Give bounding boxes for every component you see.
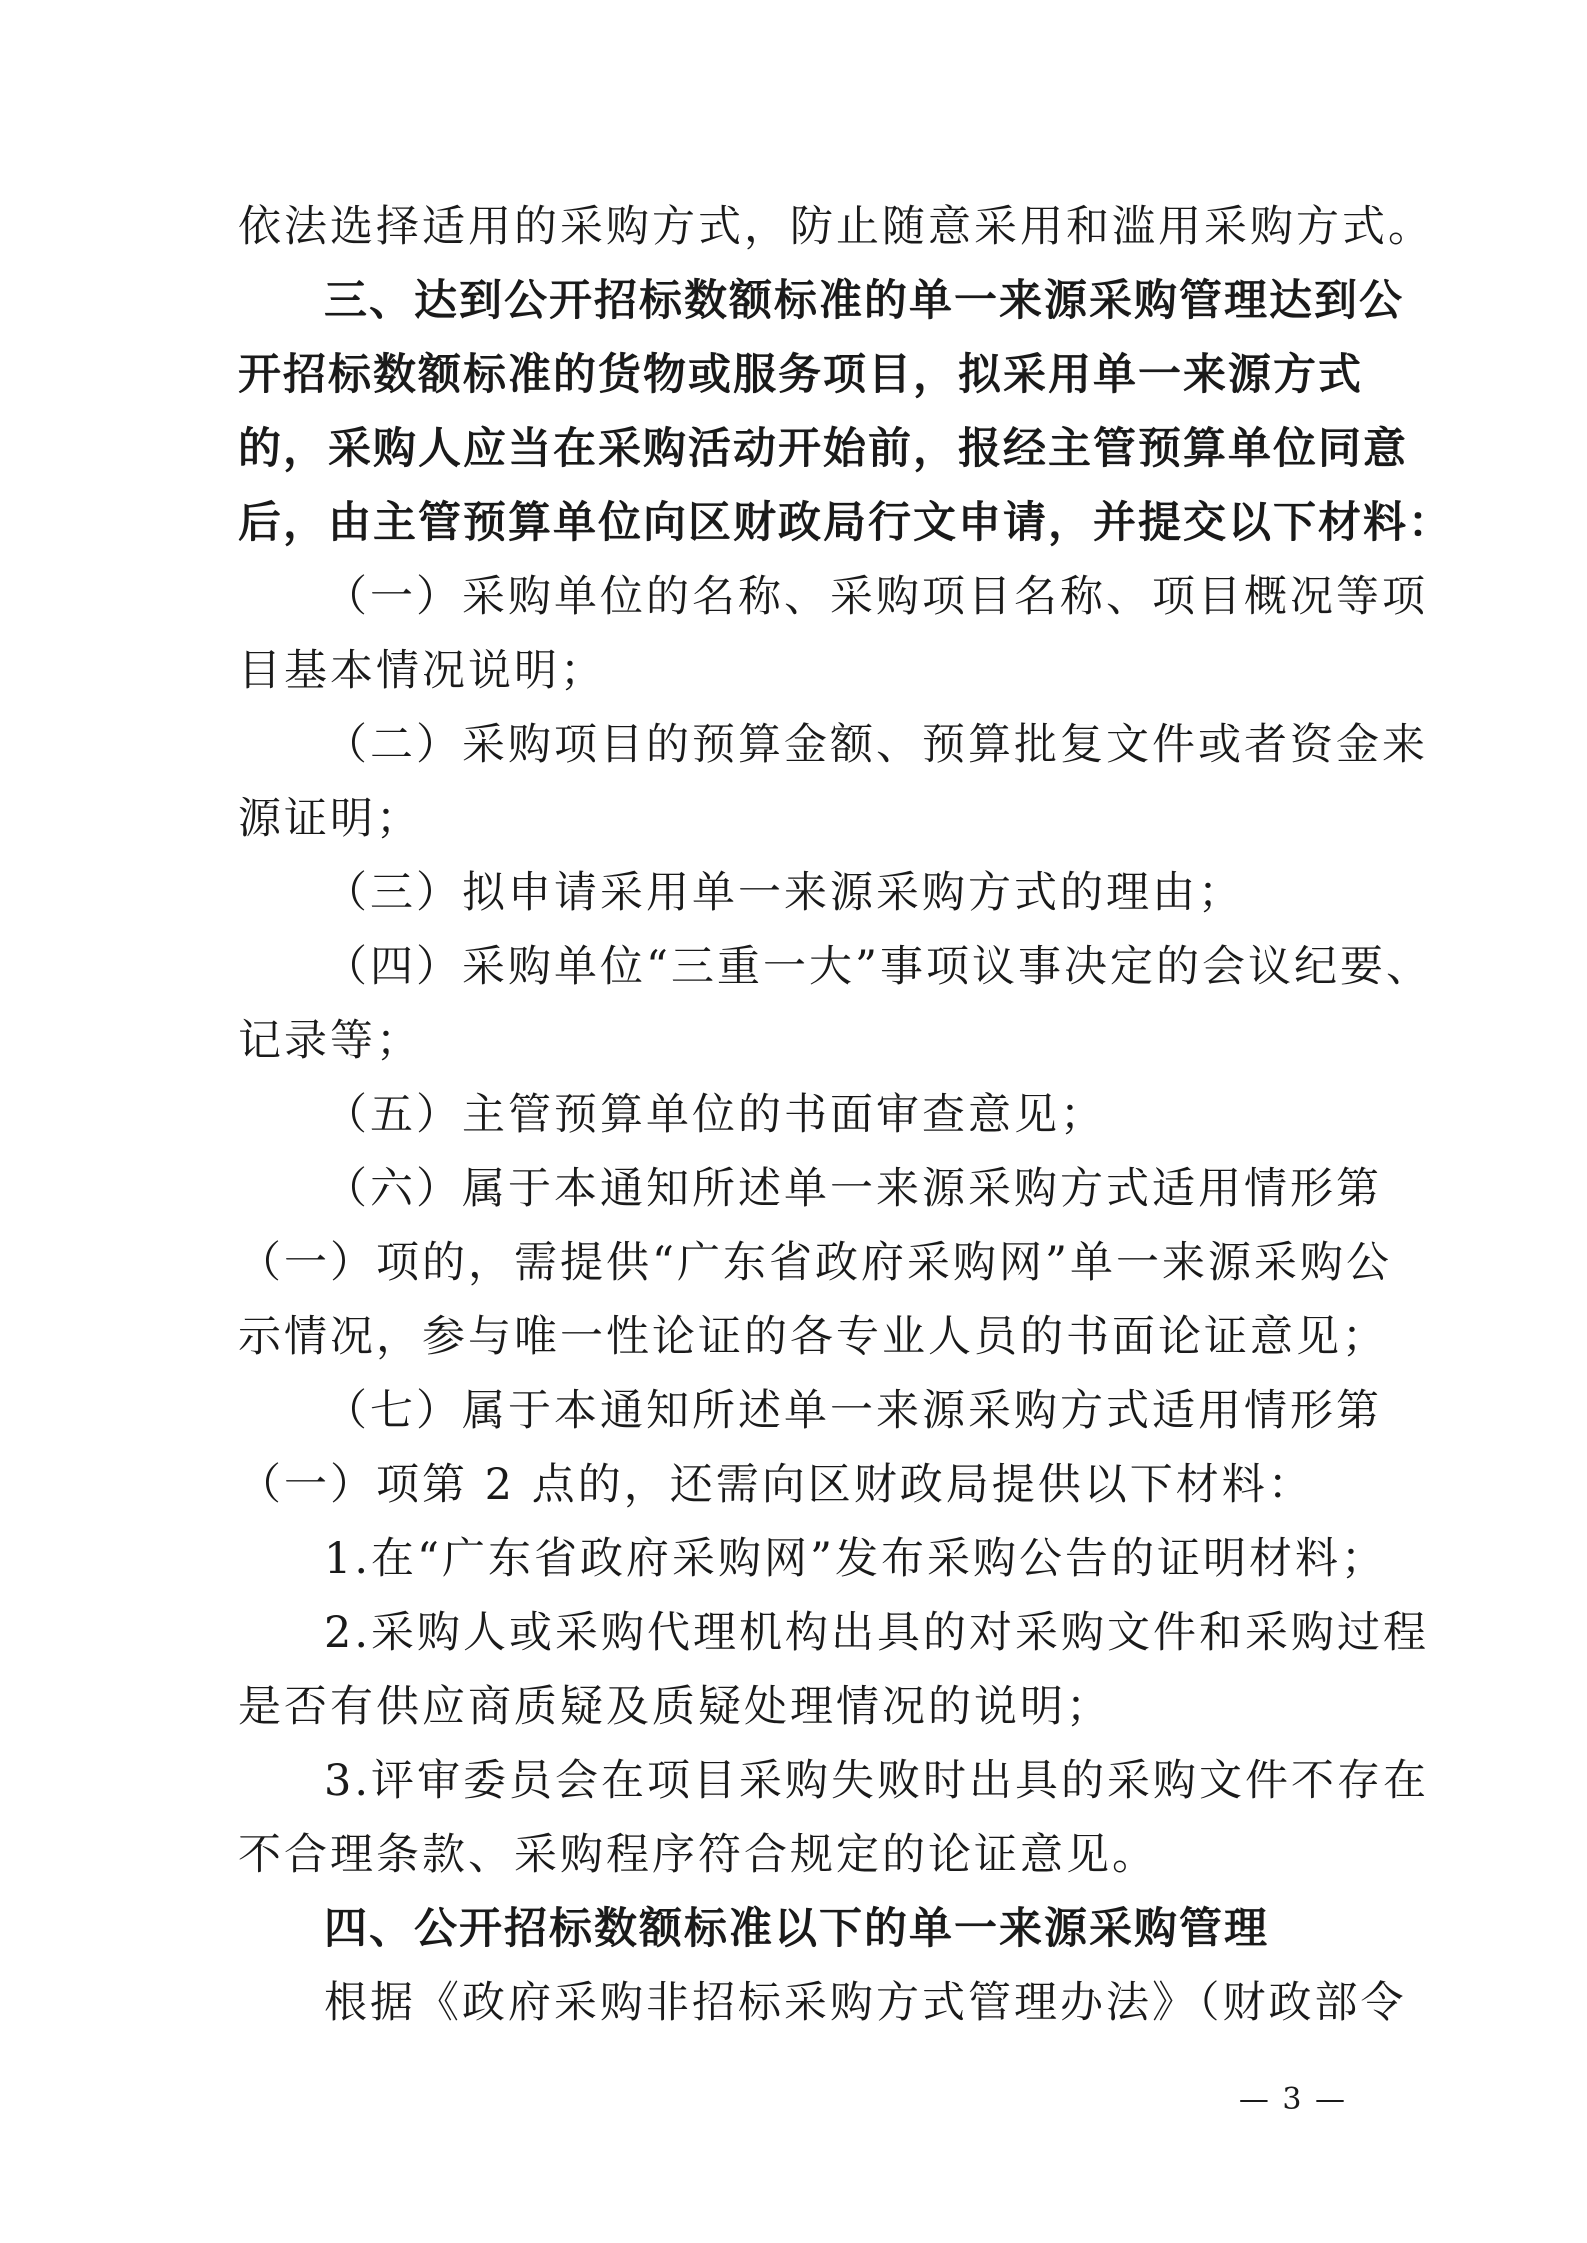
list-item-4: （四）采购单位“三重一大”事项议事决定的会议纪要、 [324,942,1432,992]
sub-item-3: 3.评审委员会在项目采购失败时出具的采购文件不存在 [324,1756,1430,1806]
list-item-6-cont: （一）项的，需提供“广东省政府采购网”单一来源采购公 [238,1238,1392,1288]
list-item-6-cont: 示情况，参与唯一性论证的各专业人员的书面论证意见； [238,1312,1388,1362]
list-item-6: （六）属于本通知所述单一来源采购方式适用情形第 [324,1164,1382,1214]
sub-item-2: 2.采购人或采购代理机构出具的对采购文件和采购过程 [324,1608,1430,1658]
list-item-1: （一）采购单位的名称、采购项目名称、项目概况等项 [324,572,1428,622]
list-item-4-cont: 记录等； [238,1016,422,1066]
list-item-5: （五）主管预算单位的书面审查意见； [324,1090,1106,1140]
paragraph-line: 依法选择适用的采购方式，防止随意采用和滥用采购方式。 [238,202,1434,252]
body-text [238,190,1453,2040]
section-heading-3: 三、达到公开招标数额标准的单一来源采购管理达到公 [324,276,1404,326]
list-item-3: （三）拟申请采用单一来源采购方式的理由； [324,868,1244,918]
section-heading-4: 四、公开招标数额标准以下的单一来源采购管理 [324,1904,1269,1954]
list-item-7: （七）属于本通知所述单一来源采购方式适用情形第 [324,1386,1382,1436]
sub-item-3-cont: 不合理条款、采购程序符合规定的论证意见。 [238,1830,1158,1880]
section-heading-3-cont: 开招标数额标准的货物或服务项目，拟采用单一来源方式 [238,350,1363,400]
list-item-1-cont: 目基本情况说明； [238,646,606,696]
list-item-2-cont: 源证明； [238,794,422,844]
sub-item-1: 1.在“广东省政府采购网”发布采购公告的证明材料； [324,1534,1387,1584]
section-heading-3-cont: 后，由主管预算单位向区财政局行文申请，并提交以下材料： [238,498,1453,548]
paragraph-line: 根据《政府采购非招标采购方式管理办法》（财政部令 [324,1978,1407,2028]
list-item-2: （二）采购项目的预算金额、预算批复文件或者资金来 [324,720,1428,770]
section-heading-3-cont: 的，采购人应当在采购活动开始前，报经主管预算单位同意 [238,424,1408,474]
list-item-7-cont: （一）项第 2 点的，还需向区财政局提供以下材料： [238,1460,1314,1510]
sub-item-2-cont: 是否有供应商质疑及质疑处理情况的说明； [238,1682,1112,1732]
page-number: — 3 — [1238,2082,1347,2117]
